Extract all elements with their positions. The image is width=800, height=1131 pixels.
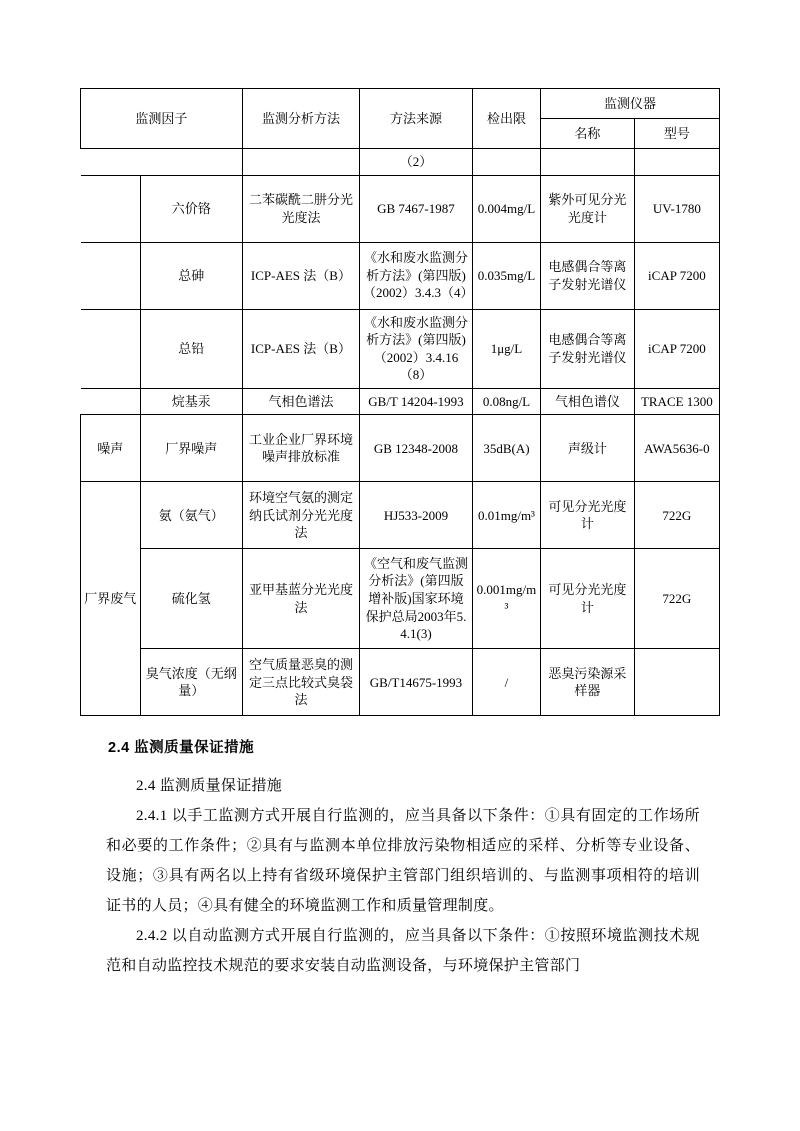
section-body — [106, 771, 700, 981]
header-instrument-group: 监测仪器 — [541, 89, 720, 119]
row-method: 二苯碳酰二肼分光光度法 — [242, 175, 359, 242]
row-instrument-name: 电感偶合等离子发射光谱仪 — [541, 242, 635, 309]
table-row — [81, 482, 720, 549]
row-source: GB/T14675-1993 — [360, 649, 473, 716]
continuation-empty-6 — [634, 149, 719, 176]
row-factor: 六价铬 — [140, 175, 242, 242]
row-instrument-name: 可见分光光度计 — [541, 549, 635, 649]
row-category-exhaust: 厂界废气 — [81, 482, 141, 716]
row-instrument-name: 声级计 — [541, 415, 635, 482]
row-method: 气相色谱法 — [242, 388, 359, 415]
row-instrument-name: 气相色谱仪 — [541, 388, 635, 415]
continuation-empty-4 — [472, 149, 540, 176]
row-method: 亚甲基蓝分光光度法 — [242, 549, 359, 649]
row-category-blank — [81, 388, 141, 415]
row-source: 《水和废水监测分析方法》(第四版)（2002）3.4.3（4） — [360, 242, 473, 309]
header-method: 监测分析方法 — [242, 89, 359, 149]
row-limit: / — [472, 649, 540, 716]
row-instrument-model: TRACE 1300 — [634, 388, 719, 415]
paragraph: 2.4.1 以手工监测方式开展自行监测的，应当具备以下条件：①具有固定的工作场所和必要的工作条件；②具有与监测本单位排放污染物相适应的采样、分析等专业设备、设施；③具有两名以上持有省级环境保护主管部门组织培训的、与监测事项相符的培训证书的人员；④具有健全的环境监测工作和质量管理制度。 — [106, 808, 700, 915]
row-instrument-model: 722G — [634, 482, 719, 549]
row-factor: 臭气浓度（无纲量） — [140, 649, 242, 716]
table-row — [81, 388, 720, 415]
row-category-blank — [81, 309, 141, 388]
continuation-empty-3 — [242, 149, 359, 176]
monitoring-methods-table — [80, 88, 720, 716]
header-instrument-model: 型号 — [634, 119, 719, 149]
section-heading: 2.4 监测质量保证措施 — [108, 740, 255, 757]
row-method: ICP-AES 法（B） — [242, 309, 359, 388]
row-instrument-model: 722G — [634, 549, 719, 649]
row-source: 《空气和废气监测分析法》(第四版增补版)国家环境保护总局2003年5.4.1(3) — [360, 549, 473, 649]
row-instrument-model: iCAP 7200 — [634, 242, 719, 309]
row-factor: 总砷 — [140, 242, 242, 309]
header-detection-limit: 检出限 — [472, 89, 540, 149]
row-method: 空气质量恶臭的测定三点比较式臭袋法 — [242, 649, 359, 716]
row-instrument-name: 可见分光光度计 — [541, 482, 635, 549]
row-instrument-model: UV-1780 — [634, 175, 719, 242]
paragraph: 2.4.2 以自动监测方式开展自行监测的，应当具备以下条件：①按照环境监测技术规范和自动监控技术规范的要求安装自动监测设备，与环境保护主管部门 — [106, 928, 700, 975]
row-limit: 35dB(A) — [472, 415, 540, 482]
row-method: ICP-AES 法（B） — [242, 242, 359, 309]
continuation-empty-left — [81, 149, 141, 176]
continuation-empty-2 — [140, 149, 242, 176]
row-limit: 0.08ng/L — [472, 388, 540, 415]
row-category-blank — [81, 175, 141, 242]
continuation-note: （2） — [360, 149, 473, 176]
header-source: 方法来源 — [360, 89, 473, 149]
row-category-noise: 噪声 — [81, 415, 141, 482]
row-limit: 0.001mg/m³ — [472, 549, 540, 649]
row-source: GB 12348-2008 — [360, 415, 473, 482]
table-row — [81, 242, 720, 309]
row-factor: 硫化氢 — [140, 549, 242, 649]
row-limit: 0.01mg/m³ — [472, 482, 540, 549]
row-source: HJ533-2009 — [360, 482, 473, 549]
header-factor: 监测因子 — [81, 89, 243, 149]
row-source: 《水和废水监测分析方法》(第四版)（2002）3.4.16（8） — [360, 309, 473, 388]
row-instrument-name: 恶臭污染源采样器 — [541, 649, 635, 716]
header-instrument-name: 名称 — [541, 119, 635, 149]
table-row-continuation — [81, 149, 720, 176]
row-source: GB/T 14204-1993 — [360, 388, 473, 415]
row-factor: 烷基汞 — [140, 388, 242, 415]
row-limit: 0.035mg/L — [472, 242, 540, 309]
table-row — [81, 415, 720, 482]
row-source: GB 7467-1987 — [360, 175, 473, 242]
row-limit: 1μg/L — [472, 309, 540, 388]
table-row — [81, 549, 720, 649]
row-instrument-name: 电感偶合等离子发射光谱仪 — [541, 309, 635, 388]
row-instrument-model: iCAP 7200 — [634, 309, 719, 388]
table-row — [81, 649, 720, 716]
table-row — [81, 175, 720, 242]
row-factor: 氨（氨气） — [140, 482, 242, 549]
row-method: 环境空气氨的测定纳氏试剂分光光度法 — [242, 482, 359, 549]
row-limit: 0.004mg/L — [472, 175, 540, 242]
row-instrument-model — [634, 649, 719, 716]
row-category-blank — [81, 242, 141, 309]
row-method: 工业企业厂界环境噪声排放标准 — [242, 415, 359, 482]
paragraph: 2.4 监测质量保证措施 — [136, 778, 283, 795]
row-instrument-name: 紫外可见分光光度计 — [541, 175, 635, 242]
row-instrument-model: AWA5636-0 — [634, 415, 719, 482]
continuation-empty-5 — [541, 149, 635, 176]
table-header-row — [81, 89, 720, 119]
row-factor: 总铅 — [140, 309, 242, 388]
table-row — [81, 309, 720, 388]
row-factor: 厂界噪声 — [140, 415, 242, 482]
